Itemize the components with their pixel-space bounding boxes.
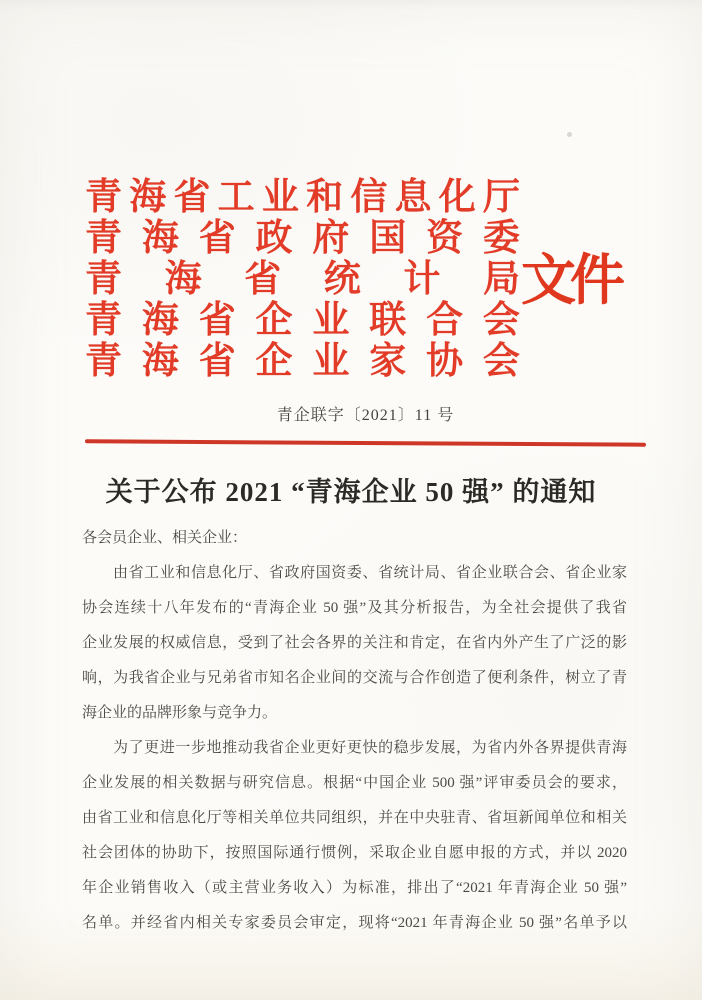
paragraph1-line: 响，为我省企业与兄弟省市知名企业间的交流与合作创造了便利条件，树立了青 (82, 670, 627, 686)
agency-line-entrepreneurs-association: 青 海 省 企 业 家 协 会 (85, 341, 520, 382)
agency-line-enterprise-confederation: 青 海 省 企 业 联 合 会 (85, 300, 520, 341)
red-divider-line (85, 439, 646, 446)
agency-line-industry-it-dept: 青 海 省 工 业 和 信 息 化 厅 (85, 177, 520, 218)
scan-speck (567, 132, 572, 137)
paragraph2-line: 由省工业和信息化厅等相关单位共同组织，并在中央驻青、省垣新闻单位和相关 (82, 810, 627, 826)
paragraph1-line: 由省工业和信息化厅、省政府国资委、省统计局、省企业联合会、省企业家 (113, 565, 627, 581)
paragraph2-line: 为了更进一步地推动我省企业更好更快的稳步发展，为省内外各界提供青海 (113, 740, 627, 756)
agency-line-sasac: 青 海 省 政 府 国 资 委 (85, 218, 520, 259)
document-number: 青企联字〔2021〕11 号 (276, 407, 455, 424)
paragraph2-line: 名单。并经省内相关专家委员会审定，现将“2021 年青海企业 50 强”名单予以 (82, 915, 627, 931)
document-type-label: 文件 (521, 250, 620, 311)
document-body (82, 521, 627, 941)
paragraph2-line: 企业发展的相关数据与研究信息。根据“中国企业 500 强”评审委员会的要求， (82, 775, 627, 791)
paragraph1-line: 海企业的品牌形象与竞争力。 (82, 705, 278, 721)
agency-line-statistics-bureau: 青 海 省 统 计 局 (85, 259, 520, 300)
paragraph1-line: 协会连续十八年发布的“青海企业 50 强”及其分析报告，为全社会提供了我省 (82, 600, 627, 616)
salutation-line: 各会员企业、相关企业： (82, 530, 248, 546)
document-title: 关于公布 2021 “青海企业 50 强” 的通知 (105, 477, 597, 507)
paragraph2-line: 年企业销售收入（或主营业务收入）为标准，排出了“2021 年青海企业 50 强” (82, 880, 627, 896)
letterhead-agency-block (85, 177, 520, 382)
paragraph1-line: 企业发展的权威信息，受到了社会各界的关注和肯定，在省内外产生了广泛的影 (82, 635, 627, 651)
paragraph2-line: 社会团体的协助下，按照国际通行惯例，采取企业自愿申报的方式，并以 2020 (82, 845, 627, 861)
